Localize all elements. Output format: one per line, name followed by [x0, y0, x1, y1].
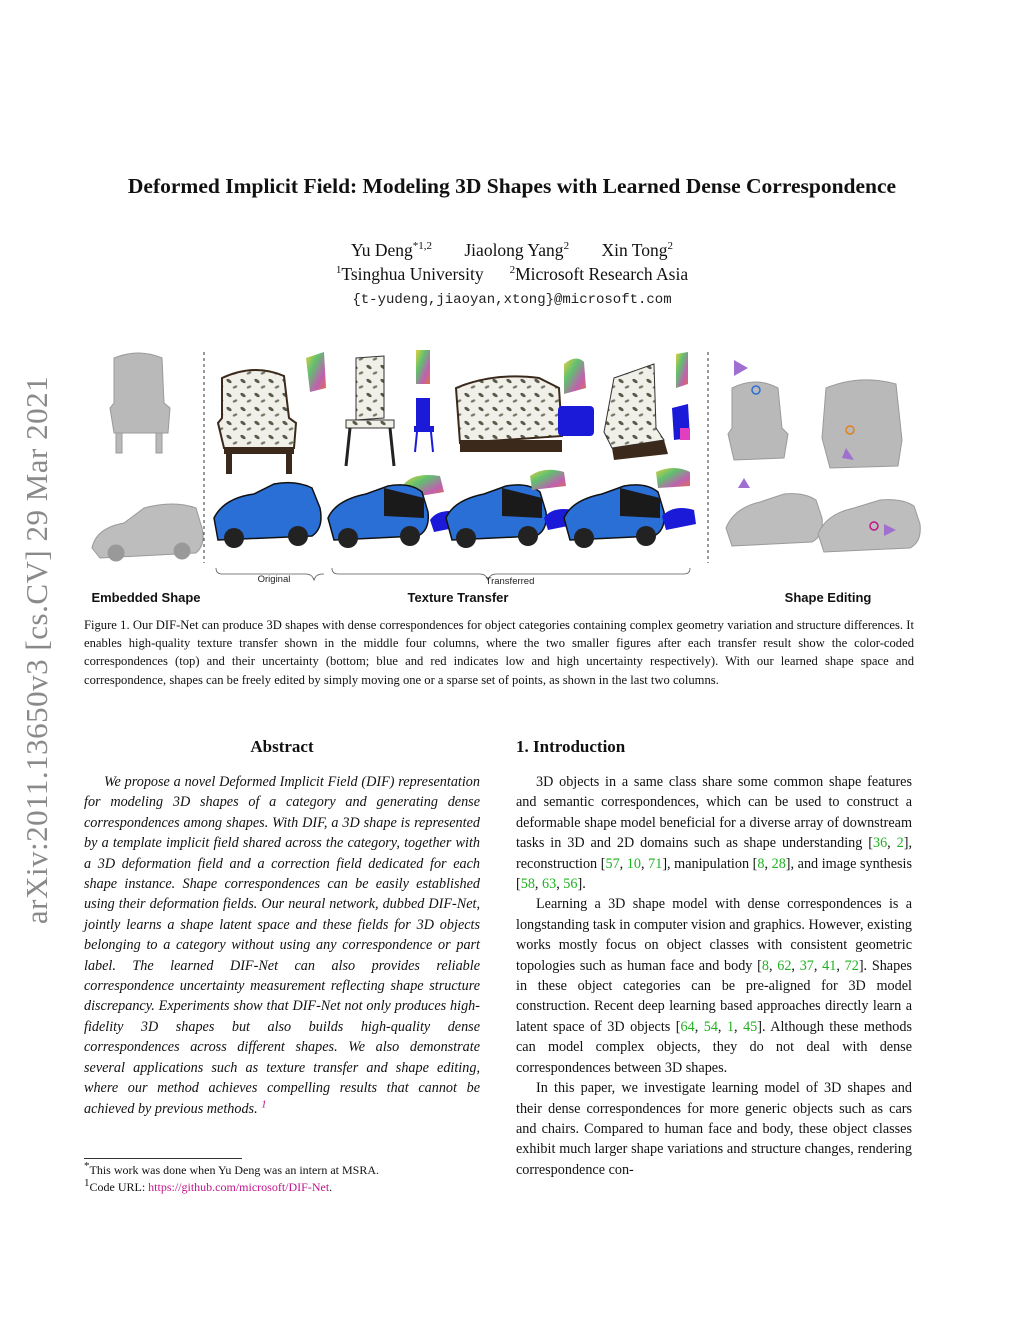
- editing-car-2: [818, 500, 920, 552]
- footnote-1: *This work was done when Yu Deng was an intern at MSRA.: [84, 1160, 380, 1177]
- uncertainty-chair-3: [558, 406, 594, 436]
- author: Jiaolong Yang$^2$: [464, 240, 570, 260]
- uncertainty-chair-4: [672, 404, 690, 440]
- label-texture-transfer: Texture Transfer: [407, 590, 509, 605]
- abstract-text: We propose a novel Deformed Implicit Field (DIF) representation for modeling 3D shapes of a category and generating dense correspondences among shapes. With DIF, a 3D shape is represented by a template implicit field shared across the category, together with a 3D deformation field and a correction field dedicated for each shape instance. Shape correspondences can be easily established using their deformation fields. Our neural network, dubbed DIF-Net, jointly learns a shape latent space and these fields for 3D objects belonging to a category without using any correspondence or part label. The learned DIF-Net can also provides reliable correspondence uncertainty measurement reflecting shape structure discrepancy. Experiments show that DIF-Net not only produces high-fidelity 3D shapes but also builds high-quality dense correspondences across different shapes. We also demonstrate several applications such as texture transfer and shape editing, where our method achieves compelling results that cannot be achieved by previous methods. $^1$: [84, 774, 480, 1117]
- correspondence-chair-3: [564, 358, 586, 394]
- edit-arrow-icon: [734, 360, 748, 376]
- intro-paragraph-1: 3D objects in a same class share some common shape features and semantic correspondences, which can be used to construct a deformable shape model beneficial for a diverse array of downstream tasks in 3D and 2D domains such as shape understanding [36, 2], reconstruction [57, 10, 71], manipulation [8, 28], and image synthesis [58, 63, 56].: [516, 774, 913, 893]
- arxiv-stamp: arXiv:2011.13650v3 [cs.CV] 29 Mar 2021: [19, 375, 54, 925]
- texture-car-4: [564, 485, 664, 548]
- texture-car-2: [328, 485, 428, 548]
- texture-chair-2: [346, 356, 394, 466]
- paper-title: Deformed Implicit Field: Modeling 3D Shapes with Learned Dense Correspondence: [127, 174, 897, 198]
- texture-chair-4: [604, 364, 668, 460]
- footnote-2: $^1$Code URL: https://github.com/microsoft/DIF-Net.: [84, 1177, 333, 1194]
- uncertainty-chair-2: [414, 398, 434, 452]
- correspondence-car-4: [656, 468, 690, 488]
- author: Yu Deng$^{*1,2}$: [351, 240, 432, 260]
- intro-paragraph-3: In this paper, we investigate learning model of 3D shapes and their dense correspondences for more generic objects such as cars and chairs. Compared to human face and body, these object classes exhibit much larger shape variations and structure changes, rendering correspondence con-: [516, 1080, 912, 1178]
- abstract-heading: Abstract: [250, 737, 314, 756]
- texture-chair-3: [456, 376, 562, 452]
- texture-car-3: [446, 485, 546, 548]
- intro-body: [516, 772, 912, 1180]
- label-shape-editing: Shape Editing: [784, 590, 872, 605]
- editing-chair-2: [822, 380, 902, 468]
- embedded-chair: [110, 353, 170, 453]
- texture-chair-1: [218, 370, 296, 474]
- correspondence-chair-2: [416, 350, 430, 384]
- editing-car-1: [726, 494, 822, 546]
- figure-1: [84, 348, 944, 610]
- correspondence-chair-1: [306, 352, 326, 392]
- uncertainty-car-4: [662, 508, 696, 530]
- correspondence-car-3: [530, 470, 566, 490]
- affiliations: $^1$Tsinghua University $^2$Microsoft Research Asia: [335, 264, 689, 284]
- author-list: [0, 240, 1024, 261]
- edit-arrow-icon: [738, 478, 750, 488]
- embedded-car: [92, 504, 203, 561]
- intro-heading: 1. Introduction: [516, 737, 626, 756]
- intro-paragraph-2: Learning a 3D shape model with dense correspondences is a longstanding task in computer vision and graphics. However, existing works mostly focus on object classes with consistent geometric topologies such as human face and body [8, 62, 37, 41, 72]. Shapes in these object categories can be pre-aligned for 3D model construction. Recent deep learning based approaches directly learn a latent space of 3D objects [64, 54, 1, 45]. Although these methods can model complex objects, they do not deal with dense correspondences between 3D shapes.: [516, 896, 913, 1076]
- code-url-link[interactable]: https://github.com/microsoft/DIF-Net: [148, 1180, 330, 1194]
- footnote-rule: [84, 1158, 242, 1159]
- correspondence-chair-4: [676, 352, 688, 388]
- figure-caption: Figure 1. Our DIF-Net can produce 3D shapes with dense correspondences for object categories containing complex geometry variation and structure differences. It enables high-quality texture transfer shown in the middle four columns, where the two smaller figures after each transfer result show the color-coded correspondences (top) and their uncertainty (bottom; blue and red indicates low and high uncertainty respectively). With our learned shape space and correspondence, shapes can be freely edited by simply moving one or a sparse set of points, as shown in the last two columns.: [84, 618, 914, 687]
- author-email: {t-yudeng,jiaoyan,xtong}@microsoft.com: [352, 292, 672, 308]
- texture-car-1: [214, 483, 321, 548]
- label-transferred: Transferred: [485, 576, 535, 587]
- author: Xin Tong$^2$: [601, 240, 673, 260]
- label-embedded-shape: Embedded Shape: [91, 590, 201, 605]
- label-original: Original: [257, 574, 291, 585]
